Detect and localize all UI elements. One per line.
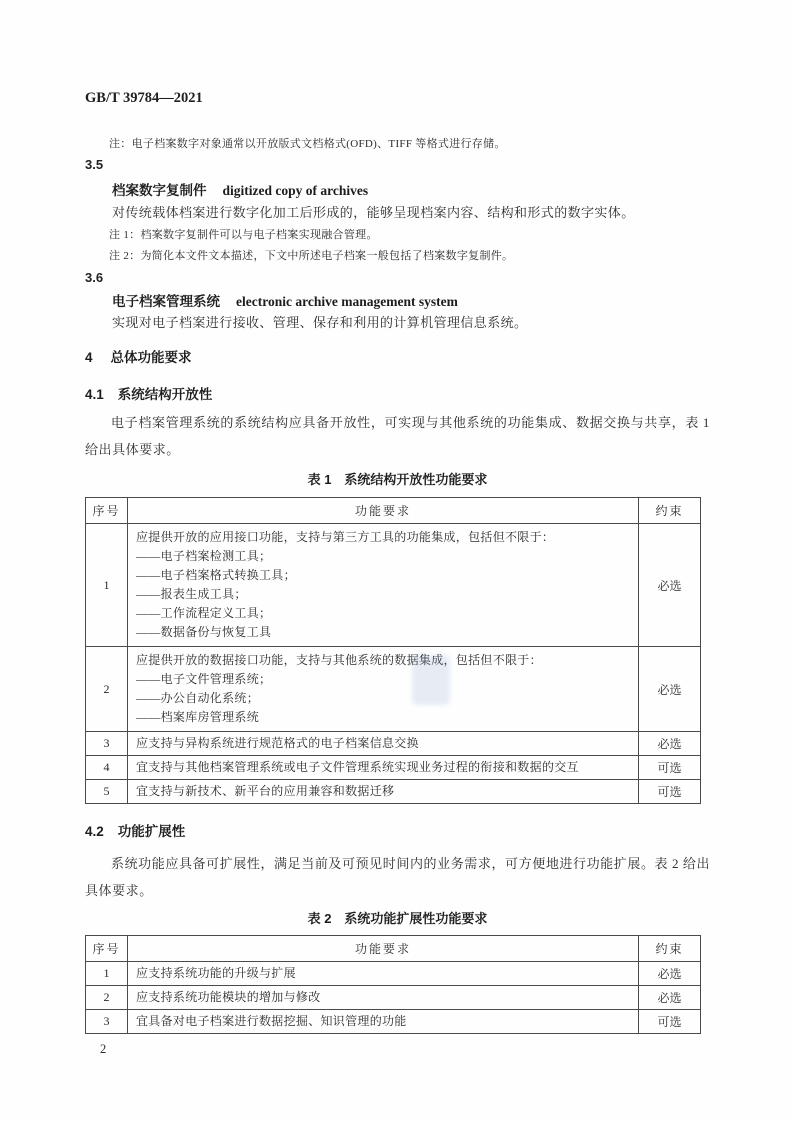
requirement-line: 应支持系统功能的升级与扩展 — [136, 966, 296, 980]
section-4-2-heading — [85, 820, 710, 838]
constraint-cell: 必选 — [639, 524, 701, 647]
section-4-title: 总体功能要求 — [110, 350, 192, 365]
constraint-cell: 必选 — [639, 647, 701, 732]
constraint-cell: 可选 — [639, 756, 701, 780]
term-en-3-6: electronic archive management system — [236, 294, 458, 309]
term-line-3-5 — [85, 179, 710, 197]
section-4-1-paragraph: 电子档案管理系统的系统结构应具备开放性，可实现与其他系统的功能集成、数据交换与共享，表 1 给出具体要求。 — [85, 415, 710, 457]
table-row — [86, 524, 701, 647]
table-row — [86, 647, 701, 732]
section-4-2-paragraph: 系统功能应具备可扩展性，满足当前及可预见时间内的业务需求，可方便地进行功能扩展。表 2 给出具体要求。 — [85, 856, 710, 898]
column-header: 约束 — [639, 498, 701, 524]
requirement-line: ——数据备份与恢复工具 — [136, 625, 272, 639]
requirement-line: ——工作流程定义工具； — [136, 606, 272, 620]
table-row — [86, 732, 701, 756]
requirement-cell — [128, 986, 639, 1010]
table-row — [86, 986, 701, 1010]
column-header: 序号 — [86, 498, 128, 524]
requirement-line: ——报表生成工具； — [136, 587, 247, 601]
constraint-cell: 可选 — [639, 1010, 701, 1034]
requirement-cell — [128, 732, 639, 756]
requirement-line: ——电子档案格式转换工具； — [136, 568, 296, 582]
seq-cell: 2 — [86, 647, 128, 732]
definition-3-5: 对传统载体档案进行数字化加工后形成的，能够呈现档案内容、结构和形式的数字实体。 — [112, 205, 635, 220]
term-en-3-5: digitized copy of archives — [222, 183, 369, 198]
table-2-caption: 表 2 系统功能扩展性功能要求 — [307, 911, 488, 926]
column-header: 序号 — [86, 936, 128, 962]
note-after-3-4: 注：电子档案数字对象通常以开放版式文档格式(OFD)、TIFF 等格式进行存储。 — [109, 138, 506, 150]
term-zh-3-6: 电子档案管理系统 — [112, 294, 220, 309]
constraint-cell: 必选 — [639, 986, 701, 1010]
section-4-heading — [85, 346, 710, 364]
clause-number-3-5: 3.5 — [85, 157, 104, 172]
definition-3-6: 实现对电子档案进行接收、管理、保存和利用的计算机管理信息系统。 — [112, 315, 528, 330]
requirement-cell — [128, 647, 639, 732]
requirement-cell — [128, 1010, 639, 1034]
requirement-cell — [128, 962, 639, 986]
requirement-line: ——办公自动化系统； — [136, 691, 260, 705]
requirement-cell — [128, 756, 639, 780]
page-number: 2 — [100, 1042, 107, 1056]
table-1-caption: 表 1 系统结构开放性功能要求 — [307, 472, 488, 487]
constraint-cell: 必选 — [639, 732, 701, 756]
seq-cell: 3 — [86, 732, 128, 756]
seq-cell: 1 — [86, 524, 128, 647]
requirement-cell — [128, 780, 639, 804]
seq-cell: 3 — [86, 1010, 128, 1034]
constraint-cell: 必选 — [639, 962, 701, 986]
section-4-2-number: 4.2 — [85, 824, 104, 839]
table-row — [86, 1010, 701, 1034]
requirement-line: 应支持系统功能模块的增加与修改 — [136, 990, 321, 1004]
seq-cell: 4 — [86, 756, 128, 780]
section-4-1-title: 系统结构开放性 — [117, 387, 213, 402]
requirement-line: 应提供开放的应用接口功能，支持与第三方工具的功能集成，包括但不限于： — [136, 530, 555, 544]
doc-code: GB/T 39784—2021 — [85, 90, 203, 106]
clause-number-3-6: 3.6 — [85, 270, 104, 285]
requirement-line: 宜具备对电子档案进行数据挖掘、知识管理的功能 — [136, 1014, 407, 1028]
table-2 — [85, 935, 701, 1034]
term-line-3-6 — [85, 290, 710, 308]
table-header-row — [86, 936, 701, 962]
seq-cell: 1 — [86, 962, 128, 986]
constraint-cell: 可选 — [639, 780, 701, 804]
note-2-3-5: 注 2：为简化本文件文本描述，下文中所述电子档案一般包括了档案数字复制件。 — [109, 250, 514, 262]
table-row — [86, 756, 701, 780]
requirement-line: ——电子文件管理系统； — [136, 672, 272, 686]
section-4-1-heading — [85, 383, 710, 401]
seq-cell: 2 — [86, 986, 128, 1010]
requirement-line: 宜支持与其他档案管理系统或电子文件管理系统实现业务过程的衔接和数据的交互 — [136, 760, 579, 774]
watermark — [412, 655, 450, 705]
column-header: 功能要求 — [128, 498, 639, 524]
requirement-line: 宜支持与新技术、新平台的应用兼容和数据迁移 — [136, 784, 395, 798]
table-row — [86, 780, 701, 804]
column-header: 功能要求 — [128, 936, 639, 962]
section-4-number: 4 — [85, 350, 93, 365]
requirement-cell — [128, 524, 639, 647]
term-zh-3-5: 档案数字复制件 — [112, 183, 207, 198]
requirement-line: ——电子档案检测工具； — [136, 549, 272, 563]
table-header-row — [86, 498, 701, 524]
column-header: 约束 — [639, 936, 701, 962]
section-4-2-title: 功能扩展性 — [117, 824, 186, 839]
requirement-line: 应支持与异构系统进行规范格式的电子档案信息交换 — [136, 736, 419, 750]
table-1 — [85, 497, 701, 804]
requirement-line: ——档案库房管理系统 — [136, 710, 260, 724]
requirement-line: 应提供开放的数据接口功能，支持与其他系统的数据集成，包括但不限于： — [136, 653, 542, 667]
note-1-3-5: 注 1：档案数字复制件可以与电子档案实现融合管理。 — [109, 229, 378, 241]
table-row — [86, 962, 701, 986]
seq-cell: 5 — [86, 780, 128, 804]
section-4-1-number: 4.1 — [85, 387, 104, 402]
